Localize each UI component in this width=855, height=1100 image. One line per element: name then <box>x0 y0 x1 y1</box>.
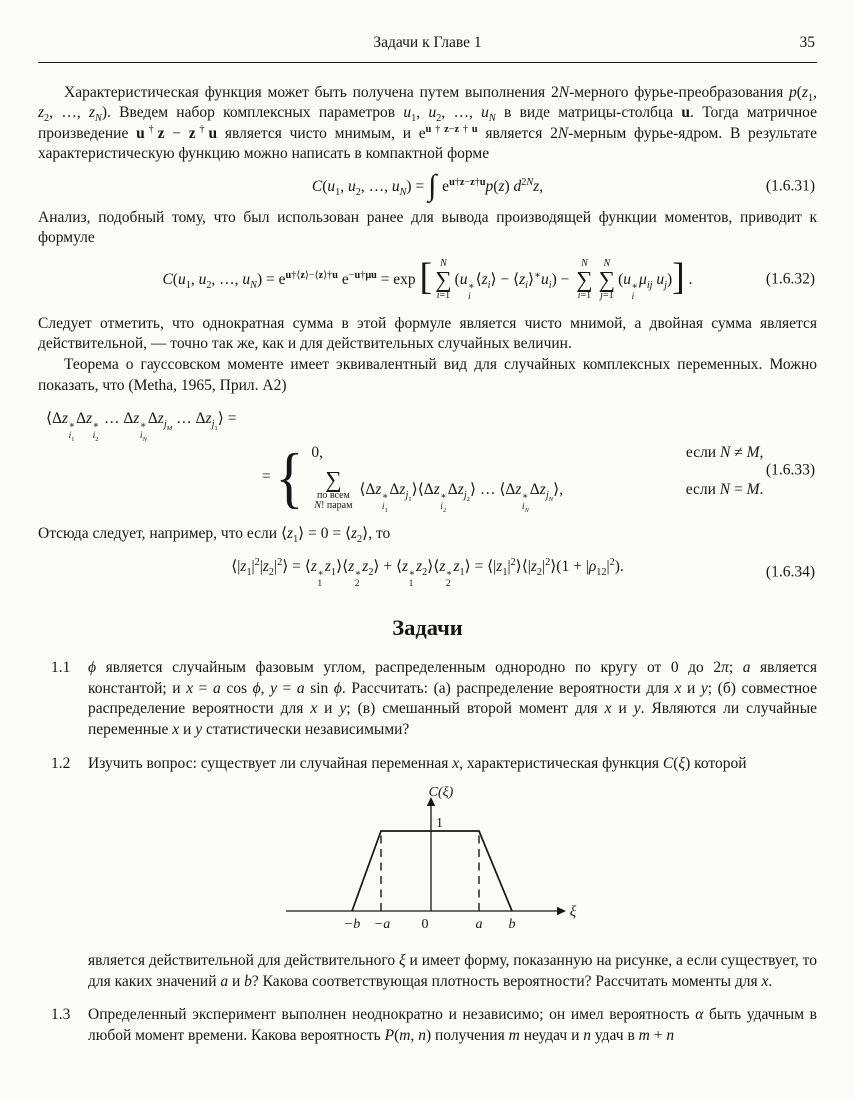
equation-1-6-32 <box>38 255 817 302</box>
problem-1-2 <box>38 754 817 992</box>
tick-label-b: b <box>508 917 516 933</box>
case-1-condition: если N ≠ M, <box>685 444 764 462</box>
running-title: Задачи к Главе 1 <box>373 34 482 51</box>
equation-1-6-32-number: (1.6.32) <box>765 271 815 289</box>
y-axis-label: C(ξ) <box>428 785 454 801</box>
cases-brace: { <box>275 438 303 515</box>
x-axis-arrow-icon <box>557 907 566 915</box>
equation-1-6-33-cases <box>38 438 817 515</box>
case-1-value: 0, <box>311 444 324 462</box>
problem-1-3-text: Определенный эксперимент выполнен неоднократно и независимо; он имел вероятность α быть удачным в любой момент времени. Какова вероятность P(m, n) получения m неудач и n удач в m + n <box>88 1006 817 1044</box>
equation-1-6-33 <box>38 409 817 515</box>
problem-1-1-text: ϕ является случайным фазовым углом, распределенным однородно по кругу от 0 до 2π; a является константой; и x = a cos ϕ, y = a sin ϕ. Рассчитать: (а) распределение вероятности для x и y; (б) совместное распределение вероятности для x и y; (в) смешанный второй момент для x и y. Являются ли случайные переменные x и y статистически независимыми? <box>88 659 818 739</box>
equation-1-6-31-number: (1.6.31) <box>765 178 815 196</box>
equation-1-6-34-body: $⟨|z_1|^2|z_2|^2⟩$ = ⟨z ∗ 1 $z_1⟩⟨z$ ∗ 2 $z_2⟩$ + ⟨z ∗ 1 $z_2⟩⟨z$ ∗ 2 $z_1⟩$ = $⟨|z_1|^2⟩⟨|z_2|^2⟩(1 + |\rho_{12}|^2)$. <box>231 557 624 590</box>
problem-1-2-number: 1.2 <box>51 754 71 772</box>
tick-label-minus-a: −a <box>373 917 391 933</box>
problem-1-3-number: 1.3 <box>51 1006 71 1024</box>
characteristic-function-figure <box>281 784 817 943</box>
equals-sign: = <box>262 468 271 486</box>
tick-label-minus-b: −b <box>343 917 361 933</box>
tick-label-a: a <box>475 917 483 933</box>
problem-1-1-number: 1.1 <box>51 659 71 677</box>
paragraph-single-sum-note: Следует отметить, что однократная сумма в этой формуле является чисто мнимой, а двойная сумма является действительной, — точно так же, как и для действительных случайных величин. <box>38 314 817 353</box>
paragraph-hence-follows: Отсюда следует, например, что если $⟨z_1⟩ = 0$ = $⟨z_2⟩$, то <box>38 524 391 545</box>
problem-1-3 <box>38 1005 817 1046</box>
trapezoid-curve <box>352 831 512 911</box>
equation-1-6-31-body: $C(u_1$, $u_2$, …, $u_N$) = ∫ $e^{u\dagger z-z\dagger u}p(z)$ $d^{2N}z$, <box>311 169 544 203</box>
equation-1-6-32-body: $C(u_1$, $u_2$, …, $u_N) = e^{u\dagger⟨z⟩-⟨z⟩\dagger u}$ $e^{-u\dagger\mu u} = \exp$ [ N ∑ i=1 (u ∗ i $⟨z_i⟩$ − $⟨z_i⟩^∗u_i$) − N ∑ i=1 N ∑ j=1 (u ∗ i $\mu_{ij}$ $u_j$)] . <box>162 255 693 302</box>
plateau-value-label: 1 <box>436 816 443 832</box>
case-2-condition: если N = M. <box>685 480 764 498</box>
paragraph-characteristic-function: Характеристическая функция может быть получена путем выполнения 2N-мерного фурье-преобразования $p(z_1$, $z_2$, …, $z_N$). Введем набор комплексных параметров $u_1$, $u_2$, …, $u_N$ в виде матрицы-столбца u. Тогда матричное произведение u†z − z†u является чисто мнимым, и $e^{u\dagger z-z\dagger u}$ является 2N-мерным фурье-ядром. В результате характеристическую функцию можно написать в компактной форме <box>38 83 818 163</box>
tick-label-zero: 0 <box>421 917 429 933</box>
case-row-2 <box>311 466 764 514</box>
trapezoid-plot <box>281 784 581 936</box>
problem-1-2-text: Изучить вопрос: существует ли случайная переменная x, характеристическая функция C(ξ) которой <box>88 754 747 772</box>
equation-1-6-33-number: (1.6.33) <box>765 461 815 479</box>
page-number: 35 <box>799 34 815 51</box>
equation-1-6-34-number: (1.6.34) <box>765 564 815 582</box>
equation-1-6-33-line1: ⟨Δz ∗ $i_1$ Δz ∗ $i_2$ … Δz ∗ $i_N$ $\Delta z_{j_M}$ … $\Delta z_{j_1}⟩$ = <box>46 410 237 444</box>
problem-1-2-continuation: является действительной для действительного ξ и имеет форму, показанную на рисунке, а если существует, то для каких значений a и b? Какова соответствующая плотность вероятности? Рассчитать моменты для x. <box>88 951 817 990</box>
case-row-1 <box>311 443 763 464</box>
x-axis-label: ξ <box>569 904 577 921</box>
paragraph-analysis: Анализ, подобный тому, что был использован ранее для вывода производящей функции моментов, приводит к формуле <box>38 208 817 247</box>
equation-1-6-31 <box>38 169 817 203</box>
page-header <box>38 33 817 63</box>
problem-1-1 <box>38 658 817 740</box>
problems-section-heading: Задачи <box>392 615 463 641</box>
paragraph-gaussian-moment-theorem: Теорема о гауссовском моменте имеет эквивалентный вид для случайных комплексных переменных. Можно показать, что (Metha, 1965, Прил. A2) <box>38 356 817 394</box>
case-2-value: ∑ по всем N! парам ⟨Δz ∗ $i_1$ $\Delta z_{j_1}⟩⟨\Delta z$ ∗ $i_2$ $\Delta z_{j_2}⟩$ … ⟨Δz ∗ $i_N$ $\Delta z_{j_N}⟩$, <box>314 466 564 514</box>
equation-1-6-34 <box>38 557 817 589</box>
